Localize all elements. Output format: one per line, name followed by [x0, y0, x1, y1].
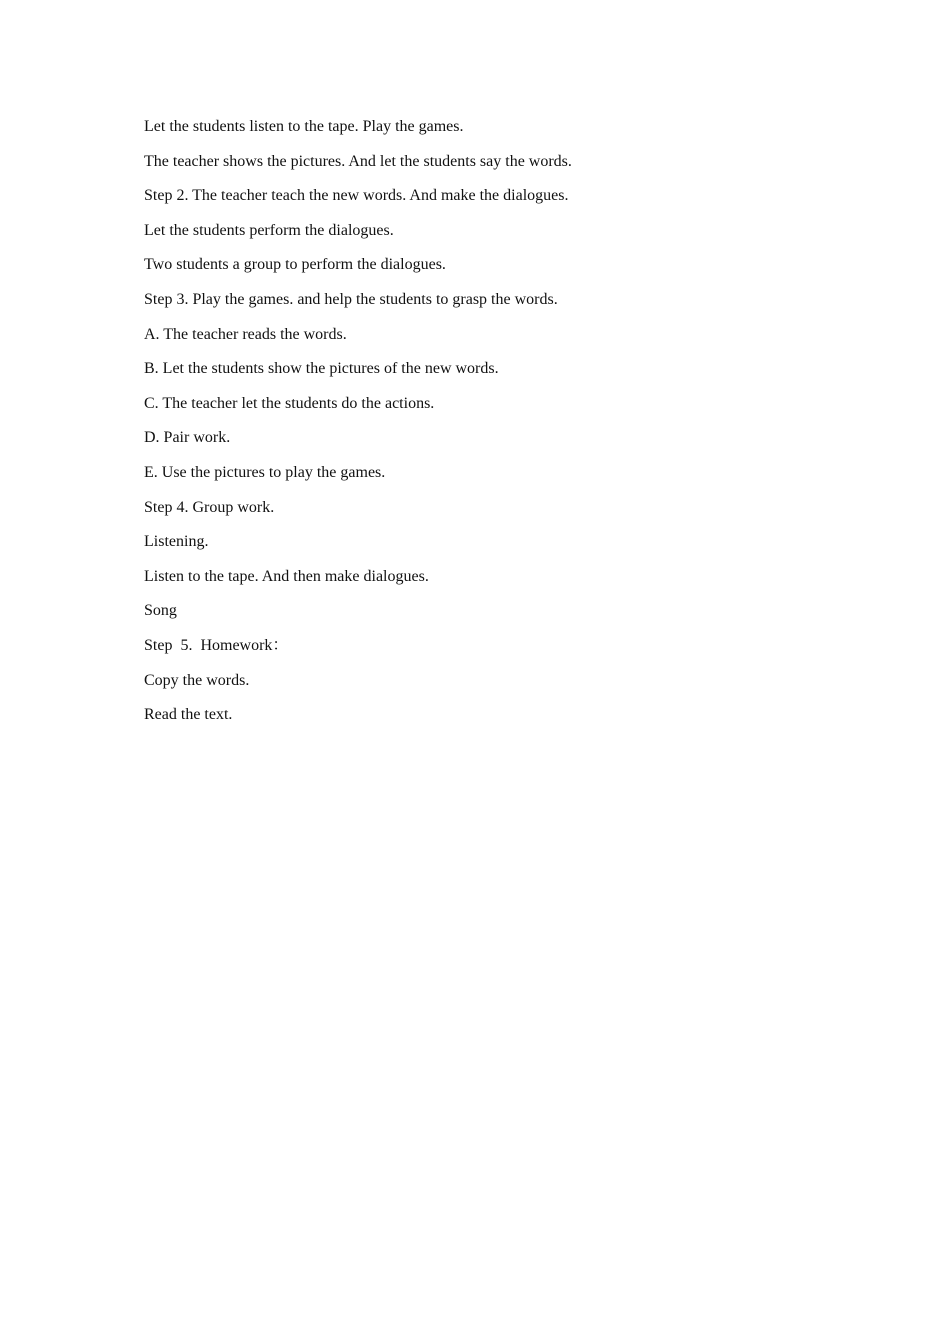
text-line-5: Two students a group to perform the dialogues.: [144, 256, 446, 274]
text-line-8: B. Let the students show the pictures of the new words.: [144, 360, 499, 378]
text-line-10: D. Pair work.: [144, 429, 231, 447]
text-line-16: Step 5. Homework：: [144, 636, 289, 654]
document-body: [144, 116, 844, 739]
text-line-6: Step 3. Play the games. and help the students to grasp the words.: [144, 290, 558, 308]
text-line-7: A. The teacher reads the words.: [144, 325, 347, 343]
text-line-4: Let the students perform the dialogues.: [144, 221, 394, 239]
text-line-14: Listen to the tape. And then make dialogues.: [144, 567, 429, 585]
text-line-2: The teacher shows the pictures. And let the students say the words.: [144, 152, 572, 170]
text-line-18: Read the text.: [144, 706, 233, 724]
text-line-13: Listening.: [144, 533, 209, 551]
text-line-15: Song: [144, 602, 177, 620]
text-line-1: Let the students listen to the tape. Play the games.: [144, 118, 464, 135]
text-line-9: C. The teacher let the students do the actions.: [144, 394, 435, 412]
text-line-11: E. Use the pictures to play the games.: [144, 463, 386, 481]
text-line-17: Copy the words.: [144, 671, 250, 689]
text-line-3: Step 2. The teacher teach the new words. And make the dialogues.: [144, 187, 569, 205]
text-line-12: Step 4. Group work.: [144, 498, 275, 516]
